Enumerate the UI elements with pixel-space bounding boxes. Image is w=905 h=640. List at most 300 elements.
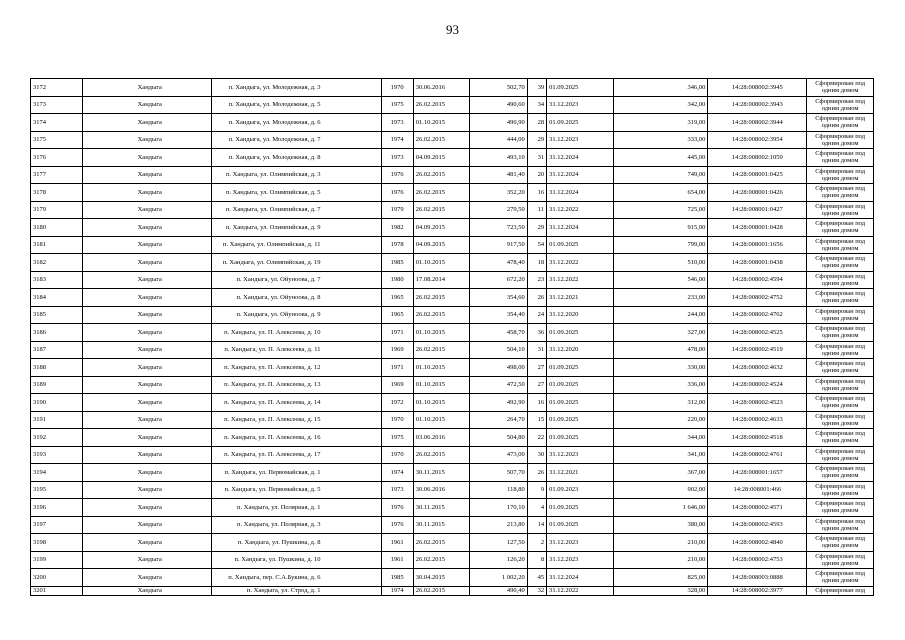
area-cell: 672,20 bbox=[469, 271, 527, 289]
address-cell: п. Хандыга, ул. Молодежная, д. 6 bbox=[211, 114, 381, 132]
locality-cell: Хандыга bbox=[82, 429, 211, 447]
build-year-cell: 1972 bbox=[381, 394, 413, 412]
land-area-cell: 233,00 bbox=[613, 289, 708, 307]
status-cell: Сформирован под одним домом bbox=[807, 534, 874, 552]
land-area-cell: 333,00 bbox=[613, 131, 708, 149]
build-year-cell: 1974 bbox=[381, 131, 413, 149]
row-number-cell: 3190 bbox=[31, 394, 83, 412]
record-date-cell: 26.02.2015 bbox=[413, 341, 469, 359]
row-number-cell: 3184 bbox=[31, 289, 83, 307]
planned-date-cell: 01.09.2025 bbox=[547, 79, 614, 97]
planned-date-cell: 01.09.2025 bbox=[547, 376, 614, 394]
record-date-cell: 01.10.2015 bbox=[413, 254, 469, 272]
cadastral-number-cell: 14:28:008001:0428 bbox=[708, 219, 807, 237]
planned-date-cell: 01.09.2025 bbox=[547, 499, 614, 517]
status-cell: Сформирован под одним домом bbox=[807, 341, 874, 359]
area-cell: 917,50 bbox=[469, 236, 527, 254]
status-cell: Сформирован под одним домом bbox=[807, 149, 874, 167]
build-year-cell: 1965 bbox=[381, 289, 413, 307]
status-cell: Сформирован под одним домом bbox=[807, 569, 874, 587]
table-row bbox=[31, 306, 874, 324]
residents-count-cell: 28 bbox=[527, 114, 546, 132]
table-row bbox=[31, 96, 874, 114]
record-date-cell: 26.02.2015 bbox=[413, 446, 469, 464]
record-date-cell: 30.11.2015 bbox=[413, 516, 469, 534]
housing-registry-table bbox=[30, 78, 874, 596]
address-cell: п. Хандыга, ул. П. Алексеева, д. 16 bbox=[211, 429, 381, 447]
table-row bbox=[31, 341, 874, 359]
cadastral-number-cell: 14:28:008001:0438 bbox=[708, 254, 807, 272]
area-cell: 354,40 bbox=[469, 306, 527, 324]
record-date-cell: 01.10.2015 bbox=[413, 324, 469, 342]
status-cell: Сформирован под одним домом bbox=[807, 96, 874, 114]
area-cell: 493,10 bbox=[469, 149, 527, 167]
area-cell: 478,40 bbox=[469, 254, 527, 272]
row-number-cell: 3180 bbox=[31, 219, 83, 237]
locality-cell: Хандыга bbox=[82, 534, 211, 552]
address-cell: п. Хандыга, ул. П. Алексеева, д. 13 bbox=[211, 376, 381, 394]
residents-count-cell: 32 bbox=[527, 586, 546, 595]
cadastral-number-cell: 14:28:008002:4593 bbox=[708, 516, 807, 534]
status-cell: Сформирован под одним домом bbox=[807, 411, 874, 429]
record-date-cell: 26.02.2015 bbox=[413, 306, 469, 324]
locality-cell: Хандыга bbox=[82, 324, 211, 342]
address-cell: п. Хандыга, ул. Олимпийская, д. 19 bbox=[211, 254, 381, 272]
land-area-cell: 510,00 bbox=[613, 254, 708, 272]
residents-count-cell: 14 bbox=[527, 516, 546, 534]
area-cell: 481,40 bbox=[469, 166, 527, 184]
record-date-cell: 26.02.2015 bbox=[413, 534, 469, 552]
cadastral-number-cell: 14:28:008002:4761 bbox=[708, 446, 807, 464]
cadastral-number-cell: 14:28:008002:3954 bbox=[708, 131, 807, 149]
residents-count-cell: 16 bbox=[527, 184, 546, 202]
locality-cell: Хандыга bbox=[82, 289, 211, 307]
land-area-cell: 210,00 bbox=[613, 551, 708, 569]
planned-date-cell: 31.12.2022 bbox=[547, 201, 614, 219]
planned-date-cell: 31.12.2020 bbox=[547, 341, 614, 359]
status-cell: Сформирован под одним домом bbox=[807, 429, 874, 447]
table-row bbox=[31, 166, 874, 184]
record-date-cell: 26.02.2015 bbox=[413, 166, 469, 184]
address-cell: п. Хандыга, ул. Олимпийская, д. 3 bbox=[211, 166, 381, 184]
residents-count-cell: 23 bbox=[527, 271, 546, 289]
area-cell: 354,60 bbox=[469, 289, 527, 307]
record-date-cell: 01.10.2015 bbox=[413, 376, 469, 394]
record-date-cell: 01.10.2015 bbox=[413, 359, 469, 377]
address-cell: п. Хандыга, ул. Молодежная, д. 3 bbox=[211, 79, 381, 97]
record-date-cell: 26.02.2015 bbox=[413, 131, 469, 149]
cadastral-number-cell: 14:28:008002:4633 bbox=[708, 411, 807, 429]
address-cell: п. Хандыга, ул. П. Алексеева, д. 11 bbox=[211, 341, 381, 359]
residents-count-cell: 31 bbox=[527, 149, 546, 167]
residents-count-cell: 26 bbox=[527, 464, 546, 482]
row-number-cell: 3189 bbox=[31, 376, 83, 394]
residents-count-cell: 8 bbox=[527, 551, 546, 569]
area-cell: 502,70 bbox=[469, 79, 527, 97]
build-year-cell: 1978 bbox=[381, 236, 413, 254]
row-number-cell: 3201 bbox=[31, 586, 83, 595]
planned-date-cell: 31.12.2024 bbox=[547, 569, 614, 587]
locality-cell: Хандыга bbox=[82, 219, 211, 237]
residents-count-cell: 2 bbox=[527, 534, 546, 552]
residents-count-cell: 39 bbox=[527, 79, 546, 97]
planned-date-cell: 31.12.2022 bbox=[547, 271, 614, 289]
residents-count-cell: 31 bbox=[527, 341, 546, 359]
land-area-cell: 330,00 bbox=[613, 359, 708, 377]
status-cell: Сформирован под одним домом bbox=[807, 289, 874, 307]
status-cell: Сформирован под одним домом bbox=[807, 481, 874, 499]
locality-cell: Хандыга bbox=[82, 271, 211, 289]
residents-count-cell: 22 bbox=[527, 429, 546, 447]
cadastral-number-cell: 14:28:008001:0426 bbox=[708, 184, 807, 202]
locality-cell: Хандыга bbox=[82, 341, 211, 359]
area-cell: 352,20 bbox=[469, 184, 527, 202]
cadastral-number-cell: 14:28:008002:4752 bbox=[708, 289, 807, 307]
area-cell: 504,80 bbox=[469, 429, 527, 447]
cadastral-number-cell: 14:28:008002:1059 bbox=[708, 149, 807, 167]
address-cell: п. Хандыга, ул. П. Алексеева, д. 17 bbox=[211, 446, 381, 464]
address-cell: п. Хандыга, ул. Олимпийская, д. 9 bbox=[211, 219, 381, 237]
locality-cell: Хандыга bbox=[82, 114, 211, 132]
land-area-cell: 902,00 bbox=[613, 481, 708, 499]
status-cell: Сформирован под одним домом bbox=[807, 446, 874, 464]
build-year-cell: 1969 bbox=[381, 376, 413, 394]
land-area-cell: 915,00 bbox=[613, 219, 708, 237]
cadastral-number-cell: 14:28:008001:1657 bbox=[708, 464, 807, 482]
table-row bbox=[31, 184, 874, 202]
land-area-cell: 654,00 bbox=[613, 184, 708, 202]
cadastral-number-cell: 14:28:008002:4594 bbox=[708, 271, 807, 289]
land-area-cell: 346,00 bbox=[613, 79, 708, 97]
planned-date-cell: 31.12.2021 bbox=[547, 289, 614, 307]
area-cell: 473,00 bbox=[469, 446, 527, 464]
residents-count-cell: 27 bbox=[527, 359, 546, 377]
cadastral-number-cell: 14:28:008002:3945 bbox=[708, 79, 807, 97]
table-row bbox=[31, 586, 874, 595]
planned-date-cell: 31.12.2024 bbox=[547, 149, 614, 167]
table-row bbox=[31, 254, 874, 272]
locality-cell: Хандыга bbox=[82, 411, 211, 429]
build-year-cell: 1982 bbox=[381, 219, 413, 237]
build-year-cell: 1970 bbox=[381, 446, 413, 464]
cadastral-number-cell: 14:28:008002:4762 bbox=[708, 306, 807, 324]
row-number-cell: 3192 bbox=[31, 429, 83, 447]
record-date-cell: 30.11.2015 bbox=[413, 499, 469, 517]
land-area-cell: 341,00 bbox=[613, 446, 708, 464]
locality-cell: Хандыга bbox=[82, 184, 211, 202]
address-cell: п. Хандыга, ул. П. Алексеева, д. 12 bbox=[211, 359, 381, 377]
cadastral-number-cell: 14:28:008002:4519 bbox=[708, 341, 807, 359]
address-cell: п. Хандыга, ул. Ойуноова, д. 7 bbox=[211, 271, 381, 289]
row-number-cell: 3178 bbox=[31, 184, 83, 202]
address-cell: п. Хандыга, ул. Олимпийская, д. 7 bbox=[211, 201, 381, 219]
build-year-cell: 1975 bbox=[381, 429, 413, 447]
build-year-cell: 1970 bbox=[381, 411, 413, 429]
address-cell: п. Хандыга, ул. Ойуноова, д. 8 bbox=[211, 289, 381, 307]
status-cell: Сформирован под одним домом bbox=[807, 359, 874, 377]
residents-count-cell: 29 bbox=[527, 219, 546, 237]
status-cell: Сформирован под одним домом bbox=[807, 376, 874, 394]
row-number-cell: 3172 bbox=[31, 79, 83, 97]
locality-cell: Хандыга bbox=[82, 166, 211, 184]
locality-cell: Хандыга bbox=[82, 569, 211, 587]
area-cell: 1 002,20 bbox=[469, 569, 527, 587]
build-year-cell: 1973 bbox=[381, 114, 413, 132]
build-year-cell: 1965 bbox=[381, 306, 413, 324]
build-year-cell: 1985 bbox=[381, 569, 413, 587]
row-number-cell: 3191 bbox=[31, 411, 83, 429]
row-number-cell: 3193 bbox=[31, 446, 83, 464]
residents-count-cell: 45 bbox=[527, 569, 546, 587]
locality-cell: Хандыга bbox=[82, 394, 211, 412]
planned-date-cell: 01.09.2025 bbox=[547, 236, 614, 254]
locality-cell: Хандыга bbox=[82, 201, 211, 219]
cadastral-number-cell: 14:28:008002:4840 bbox=[708, 534, 807, 552]
address-cell: п. Хандыга, ул. Первомайская, д. 1 bbox=[211, 464, 381, 482]
cadastral-number-cell: 14:28:008002:3943 bbox=[708, 96, 807, 114]
land-area-cell: 328,00 bbox=[613, 586, 708, 595]
area-cell: 126,20 bbox=[469, 551, 527, 569]
address-cell: п. Хандыга, ул. П. Алексеева, д. 14 bbox=[211, 394, 381, 412]
planned-date-cell: 31.12.2024 bbox=[547, 166, 614, 184]
cadastral-number-cell: 14:28:008002:4753 bbox=[708, 551, 807, 569]
planned-date-cell: 31.12.2021 bbox=[547, 464, 614, 482]
table-row bbox=[31, 446, 874, 464]
status-cell: Сформирован под одним домом bbox=[807, 464, 874, 482]
row-number-cell: 3173 bbox=[31, 96, 83, 114]
record-date-cell: 01.10.2015 bbox=[413, 394, 469, 412]
residents-count-cell: 18 bbox=[527, 254, 546, 272]
land-area-cell: 725,00 bbox=[613, 201, 708, 219]
area-cell: 213,80 bbox=[469, 516, 527, 534]
table-row bbox=[31, 79, 874, 97]
table-row bbox=[31, 376, 874, 394]
row-number-cell: 3197 bbox=[31, 516, 83, 534]
residents-count-cell: 27 bbox=[527, 376, 546, 394]
build-year-cell: 1976 bbox=[381, 499, 413, 517]
build-year-cell: 1985 bbox=[381, 254, 413, 272]
area-cell: 264,70 bbox=[469, 411, 527, 429]
record-date-cell: 04.09.2015 bbox=[413, 219, 469, 237]
record-date-cell: 26.02.2015 bbox=[413, 96, 469, 114]
status-cell: Сформирован под одним домом bbox=[807, 271, 874, 289]
cadastral-number-cell: 14:28:008002:4524 bbox=[708, 376, 807, 394]
table-body bbox=[31, 79, 874, 596]
record-date-cell: 17.08.2014 bbox=[413, 271, 469, 289]
record-date-cell: 26.02.2015 bbox=[413, 201, 469, 219]
planned-date-cell: 01.09.2025 bbox=[547, 411, 614, 429]
record-date-cell: 26.02.2015 bbox=[413, 184, 469, 202]
build-year-cell: 1961 bbox=[381, 551, 413, 569]
build-year-cell: 1974 bbox=[381, 586, 413, 595]
status-cell: Сформирован под одним домом bbox=[807, 166, 874, 184]
residents-count-cell: 24 bbox=[527, 306, 546, 324]
row-number-cell: 3187 bbox=[31, 341, 83, 359]
build-year-cell: 1969 bbox=[381, 341, 413, 359]
area-cell: 492,90 bbox=[469, 394, 527, 412]
row-number-cell: 3195 bbox=[31, 481, 83, 499]
status-cell: Сформирован под одним домом bbox=[807, 184, 874, 202]
address-cell: п. Хандыга, пер. С.А.Букина, д. 6 bbox=[211, 569, 381, 587]
address-cell: п. Хандыга, ул. Полярная, д. 1 bbox=[211, 499, 381, 517]
area-cell: 498,00 bbox=[469, 359, 527, 377]
locality-cell: Хандыга bbox=[82, 551, 211, 569]
locality-cell: Хандыга bbox=[82, 586, 211, 595]
cadastral-number-cell: 14:28:008002:4523 bbox=[708, 394, 807, 412]
locality-cell: Хандыга bbox=[82, 376, 211, 394]
row-number-cell: 3194 bbox=[31, 464, 83, 482]
row-number-cell: 3186 bbox=[31, 324, 83, 342]
locality-cell: Хандыга bbox=[82, 96, 211, 114]
residents-count-cell: 54 bbox=[527, 236, 546, 254]
build-year-cell: 1970 bbox=[381, 79, 413, 97]
area-cell: 444,00 bbox=[469, 131, 527, 149]
record-date-cell: 30.06.2016 bbox=[413, 79, 469, 97]
record-date-cell: 30.04.2015 bbox=[413, 569, 469, 587]
cadastral-number-cell: 14:28:008002:3944 bbox=[708, 114, 807, 132]
table-row bbox=[31, 289, 874, 307]
build-year-cell: 1971 bbox=[381, 359, 413, 377]
planned-date-cell: 31.12.2023 bbox=[547, 131, 614, 149]
table-row bbox=[31, 324, 874, 342]
table-row bbox=[31, 359, 874, 377]
residents-count-cell: 34 bbox=[527, 96, 546, 114]
residents-count-cell: 29 bbox=[527, 131, 546, 149]
status-cell: Сформирован под одним домом bbox=[807, 499, 874, 517]
page-number: 93 bbox=[446, 22, 459, 37]
cadastral-number-cell: 14:28:008002:4525 bbox=[708, 324, 807, 342]
area-cell: 490,60 bbox=[469, 96, 527, 114]
planned-date-cell: 01.09.2025 bbox=[547, 114, 614, 132]
locality-cell: Хандыга bbox=[82, 359, 211, 377]
locality-cell: Хандыга bbox=[82, 306, 211, 324]
row-number-cell: 3176 bbox=[31, 149, 83, 167]
build-year-cell: 1976 bbox=[381, 166, 413, 184]
address-cell: п. Хандыга, ул. Олимпийская, д. 11 bbox=[211, 236, 381, 254]
planned-date-cell: 31.12.2022 bbox=[547, 254, 614, 272]
land-area-cell: 319,00 bbox=[613, 114, 708, 132]
address-cell: п. Хандыга, ул. Первомайская, д. 5 bbox=[211, 481, 381, 499]
land-area-cell: 799,00 bbox=[613, 236, 708, 254]
planned-date-cell: 31.12.2023 bbox=[547, 551, 614, 569]
cadastral-number-cell: 14:28:008003:0888 bbox=[708, 569, 807, 587]
area-cell: 279,50 bbox=[469, 201, 527, 219]
record-date-cell: 04.09.2015 bbox=[413, 149, 469, 167]
locality-cell: Хандыга bbox=[82, 149, 211, 167]
record-date-cell: 01.10.2015 bbox=[413, 114, 469, 132]
status-cell: Сформирован под одним домом bbox=[807, 201, 874, 219]
status-cell: Сформирован под одним домом bbox=[807, 516, 874, 534]
area-cell: 458,70 bbox=[469, 324, 527, 342]
residents-count-cell: 9 bbox=[527, 481, 546, 499]
table-row bbox=[31, 534, 874, 552]
table-row bbox=[31, 464, 874, 482]
build-year-cell: 1980 bbox=[381, 271, 413, 289]
locality-cell: Хандыга bbox=[82, 79, 211, 97]
residents-count-cell: 36 bbox=[527, 324, 546, 342]
locality-cell: Хандыга bbox=[82, 446, 211, 464]
address-cell: п. Хандыга, ул. Пушкина, д. 10 bbox=[211, 551, 381, 569]
status-cell: Сформирован под одним домом bbox=[807, 551, 874, 569]
row-number-cell: 3179 bbox=[31, 201, 83, 219]
table-row bbox=[31, 516, 874, 534]
address-cell: п. Хандыга, ул. Молодежная, д. 8 bbox=[211, 149, 381, 167]
table-row bbox=[31, 219, 874, 237]
area-cell: 472,50 bbox=[469, 376, 527, 394]
residents-count-cell: 30 bbox=[527, 446, 546, 464]
build-year-cell: 1971 bbox=[381, 324, 413, 342]
land-area-cell: 312,00 bbox=[613, 394, 708, 412]
land-area-cell: 749,00 bbox=[613, 166, 708, 184]
cadastral-number-cell: 14:28:008001:466 bbox=[708, 481, 807, 499]
record-date-cell: 03.06.2016 bbox=[413, 429, 469, 447]
residents-count-cell: 15 bbox=[527, 411, 546, 429]
address-cell: п. Хандыга, ул. Пушкина, д. 8 bbox=[211, 534, 381, 552]
land-area-cell: 478,00 bbox=[613, 341, 708, 359]
status-cell: Сформирован под одним домом bbox=[807, 236, 874, 254]
planned-date-cell: 31.12.2024 bbox=[547, 184, 614, 202]
status-cell: Сформирован под одним домом bbox=[807, 79, 874, 97]
table-row bbox=[31, 271, 874, 289]
residents-count-cell: 26 bbox=[527, 289, 546, 307]
row-number-cell: 3185 bbox=[31, 306, 83, 324]
status-cell: Сформирован под одним домом bbox=[807, 114, 874, 132]
address-cell: п. Хандыга, ул. П. Алексеева, д. 15 bbox=[211, 411, 381, 429]
table-row bbox=[31, 499, 874, 517]
status-cell: Сформирован под одним домом bbox=[807, 394, 874, 412]
record-date-cell: 26.02.2015 bbox=[413, 289, 469, 307]
area-cell: 507,70 bbox=[469, 464, 527, 482]
cadastral-number-cell: 14:28:008001:0427 bbox=[708, 201, 807, 219]
land-area-cell: 344,00 bbox=[613, 429, 708, 447]
address-cell: п. Хандыга, ул. П. Алексеева, д. 10 bbox=[211, 324, 381, 342]
planned-date-cell: 31.12.2022 bbox=[547, 586, 614, 595]
land-area-cell: 220,00 bbox=[613, 411, 708, 429]
planned-date-cell: 31.12.2020 bbox=[547, 306, 614, 324]
status-cell: Сформирован под одним домом bbox=[807, 306, 874, 324]
status-cell: Сформирован под одним домом bbox=[807, 219, 874, 237]
land-area-cell: 546,00 bbox=[613, 271, 708, 289]
build-year-cell: 1976 bbox=[381, 184, 413, 202]
record-date-cell: 30.11.2015 bbox=[413, 464, 469, 482]
land-area-cell: 342,00 bbox=[613, 96, 708, 114]
land-area-cell: 380,00 bbox=[613, 516, 708, 534]
row-number-cell: 3174 bbox=[31, 114, 83, 132]
locality-cell: Хандыга bbox=[82, 481, 211, 499]
planned-date-cell: 01.09.2025 bbox=[547, 324, 614, 342]
cadastral-number-cell: 14:28:008002:3977 bbox=[708, 586, 807, 595]
address-cell: п. Хандыга, ул. Строд, д. 1 bbox=[211, 586, 381, 595]
build-year-cell: 1975 bbox=[381, 96, 413, 114]
table-row bbox=[31, 236, 874, 254]
row-number-cell: 3196 bbox=[31, 499, 83, 517]
row-number-cell: 3181 bbox=[31, 236, 83, 254]
area-cell: 118,80 bbox=[469, 481, 527, 499]
cadastral-number-cell: 14:28:008002:4518 bbox=[708, 429, 807, 447]
residents-count-cell: 4 bbox=[527, 499, 546, 517]
row-number-cell: 3198 bbox=[31, 534, 83, 552]
area-cell: 490,90 bbox=[469, 114, 527, 132]
residents-count-cell: 20 bbox=[527, 166, 546, 184]
land-area-cell: 1 646,00 bbox=[613, 499, 708, 517]
land-area-cell: 445,00 bbox=[613, 149, 708, 167]
table-row bbox=[31, 569, 874, 587]
land-area-cell: 327,00 bbox=[613, 324, 708, 342]
cadastral-number-cell: 14:28:008002:4571 bbox=[708, 499, 807, 517]
locality-cell: Хандыга bbox=[82, 499, 211, 517]
status-cell: Сформирован под bbox=[807, 586, 874, 595]
planned-date-cell: 31.12.2023 bbox=[547, 534, 614, 552]
